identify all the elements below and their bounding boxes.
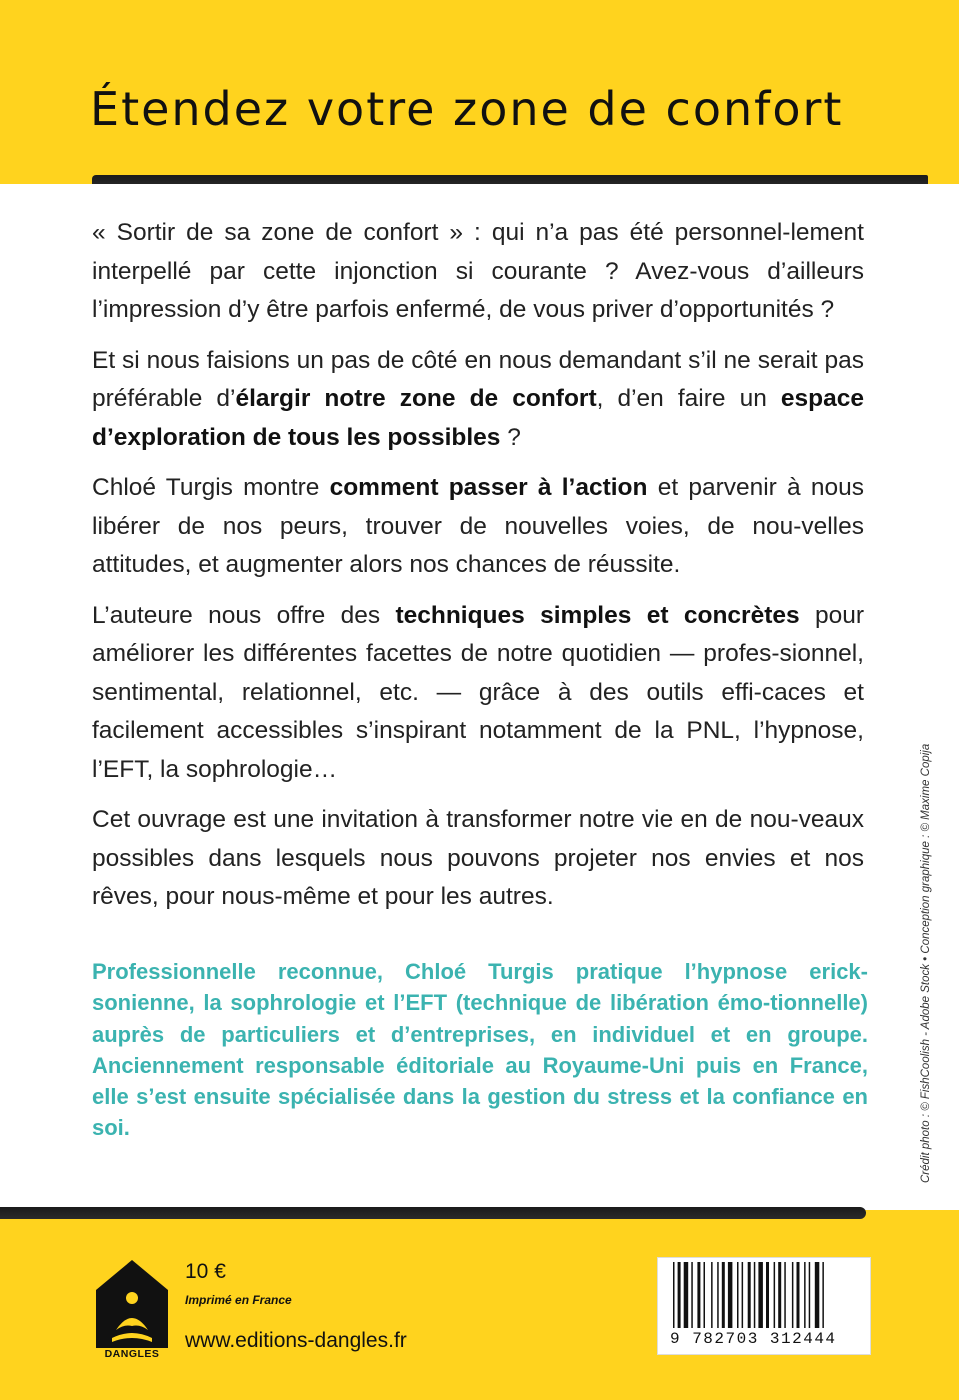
emphasis-text: comment passer à l’action: [329, 474, 648, 501]
paragraph-text: pour améliorer les différentes facettes de notre quotidien — profes-sionnel, sentimental, relationnel, etc. — grâce à des outils effi-caces et facilement accessibles s’inspirant notamment de la PNL, l’hypnose, l’EFT, la sophrologie…: [92, 601, 864, 783]
barcode-bar: [722, 1262, 725, 1328]
publisher-logo-icon: [94, 1258, 170, 1361]
barcode-bar: [784, 1262, 786, 1328]
paragraph-text: , d’en faire un: [596, 385, 781, 412]
summary-paragraph: [92, 214, 864, 330]
paragraph-text: Cet ouvrage est une invitation à transformer notre vie en de nou-veaux possibles dans lesquels nous pouvons projeter nos envies et nos rêves, pour nous-même et pour les autres.: [92, 806, 864, 910]
isbn-number: 9 782703 312444: [670, 1330, 837, 1348]
barcode-bar: [717, 1262, 719, 1328]
price: 10 €: [185, 1260, 226, 1283]
emphasis-text: techniques simples et concrètes: [395, 601, 800, 629]
barcode-bar: [673, 1262, 675, 1328]
barcode-bar: [684, 1262, 689, 1328]
barcode-icon: [673, 1262, 858, 1328]
barcode-bar: [704, 1262, 706, 1328]
bottom-divider-bar: [0, 1207, 866, 1219]
emphasis-text: espace d’exploration de tous les possibles: [92, 385, 864, 451]
book-title: Étendez votre zone de confort: [90, 82, 844, 136]
barcode-bar: [804, 1262, 806, 1328]
barcode-bar: [678, 1262, 681, 1328]
summary-paragraph: [92, 597, 864, 790]
barcode-bar: [822, 1262, 824, 1328]
summary-paragraph: [92, 801, 864, 917]
barcode-bar: [711, 1262, 713, 1328]
barcode-bar: [742, 1262, 744, 1328]
publisher-website: www.editions-dangles.fr: [185, 1329, 407, 1352]
barcode-bar: [728, 1262, 733, 1328]
paragraph-text: ?: [500, 423, 521, 451]
barcode-bar: [737, 1262, 739, 1328]
back-cover-summary: [92, 214, 864, 929]
barcode-bar: [758, 1262, 763, 1328]
publisher-name: DANGLES: [104, 1348, 160, 1360]
emphasis-text: élargir notre zone de confort: [235, 385, 597, 412]
paragraph-text: L’auteure nous offre des: [92, 601, 396, 629]
isbn-barcode: [657, 1257, 871, 1355]
paragraph-text: « Sortir de sa zone de confort » : qui n’a pas été personnel-lement interpellé par cette injonction si courante ? Avez-vous d’ailleurs l’impression d’y être parfois enfermé, de vous priver d’opportunités ?: [92, 219, 864, 323]
barcode-bar: [774, 1262, 776, 1328]
barcode-bar: [778, 1262, 781, 1328]
barcode-bar: [815, 1262, 820, 1328]
summary-paragraph: [92, 342, 864, 458]
photo-credit: Crédit photo : © FishCoolish - Adobe Stock • Conception graphique : © Maxime Copija: [920, 743, 932, 1183]
author-bio: Professionnelle reconnue, Chloé Turgis pratique l’hypnose erick-sonienne, la sophrologie et l’EFT (technique de libération émo-tionnelle) auprès de particuliers et d’entreprises, en individuel et en groupe. Anciennement responsable éditoriale au Royaume-Uni puis en France, elle s’est ensuite spécialisée dans la gestion du stress et la confiance en soi.: [92, 959, 868, 1141]
paragraph-text: Et si nous faisions un pas de côté en nous demandant s’il ne serait pas préférable d’: [92, 346, 864, 412]
printed-in: Imprimé en France: [185, 1293, 292, 1307]
barcode-bar: [754, 1262, 756, 1328]
barcode-bar: [766, 1262, 769, 1328]
paragraph-text: Chloé Turgis montre: [92, 474, 330, 501]
summary-paragraph: [92, 469, 864, 585]
barcode-bar: [797, 1262, 800, 1328]
barcode-bar: [748, 1262, 751, 1328]
barcode-bar: [792, 1262, 794, 1328]
barcode-bar: [809, 1262, 811, 1328]
paragraph-text: et parvenir à nous libérer de nos peurs, trouver de nouvelles voies, de nou-velles attitudes, et augmenter alors nos chances de réussite.: [92, 474, 864, 578]
barcode-bar: [697, 1262, 700, 1328]
barcode-bar: [691, 1262, 693, 1328]
